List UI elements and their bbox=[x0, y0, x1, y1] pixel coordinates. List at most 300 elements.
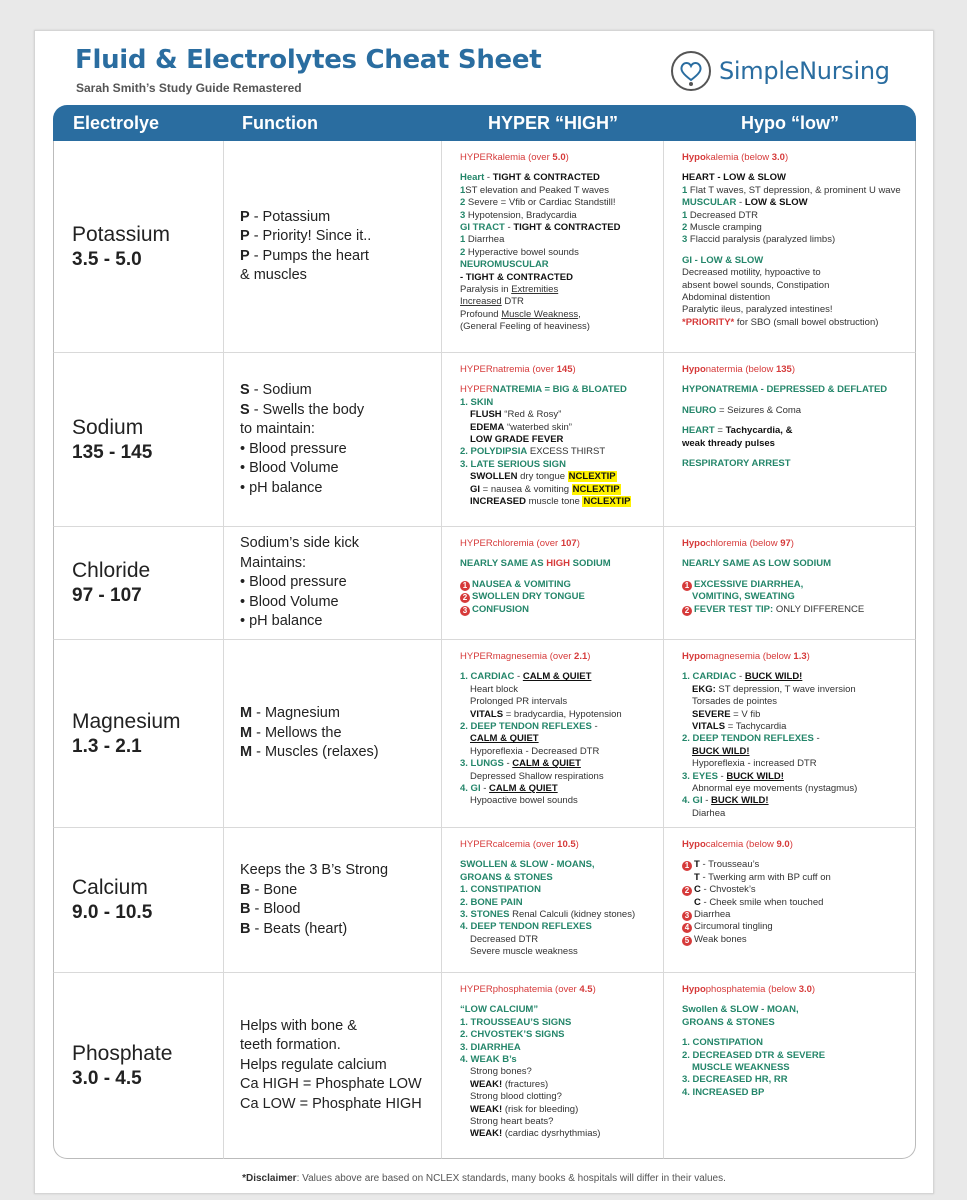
hyper-cell bbox=[442, 640, 664, 828]
detail-text: kalemia (below bbox=[705, 152, 772, 163]
detail-line bbox=[460, 1066, 657, 1078]
function-text: - Magnesium bbox=[252, 705, 340, 722]
detail-text: Hypo bbox=[682, 152, 706, 163]
detail-text: ) bbox=[811, 984, 816, 995]
detail-text: Weak bones bbox=[694, 933, 747, 945]
function-line bbox=[240, 479, 441, 499]
detail-text: WEAK! bbox=[470, 1078, 503, 1090]
detail-text: MUSCULAR bbox=[682, 197, 737, 209]
electrolyte-range: 135 - 145 bbox=[72, 441, 153, 463]
detail-text: ) bbox=[784, 152, 789, 163]
detail-line bbox=[682, 696, 909, 708]
detail-line bbox=[460, 259, 657, 271]
electrolyte-cell bbox=[53, 353, 224, 527]
detail-text: GI bbox=[470, 483, 481, 495]
detail-text: 1. CARDIAC bbox=[682, 671, 737, 683]
function-line bbox=[240, 208, 441, 228]
function-letter: S bbox=[240, 382, 250, 398]
detail-text: HYPER bbox=[460, 384, 493, 396]
function-cell bbox=[224, 828, 442, 973]
detail-line bbox=[460, 984, 657, 996]
detail-text: Strong bones? bbox=[470, 1066, 532, 1078]
stethoscope-heart-icon bbox=[669, 49, 713, 93]
hypo-cell bbox=[664, 353, 916, 527]
detail-text: GI TRACT bbox=[460, 222, 505, 234]
detail-text: natremia (over bbox=[492, 364, 557, 375]
function-line bbox=[240, 247, 441, 267]
brand-name: SimpleNursing bbox=[719, 57, 890, 85]
detail-line bbox=[682, 292, 909, 304]
detail-text: GROANS & STONES bbox=[682, 1016, 775, 1028]
function-line bbox=[240, 704, 441, 724]
detail-text: Hypo bbox=[682, 839, 706, 850]
detail-line bbox=[682, 839, 909, 851]
detail-text: ) bbox=[576, 538, 580, 549]
detail-text: C bbox=[694, 896, 701, 908]
detail-text: NEARLY SAME AS LOW SODIUM bbox=[682, 558, 832, 570]
detail-line bbox=[460, 1029, 657, 1041]
detail-text: SWOLLEN DRY TONGUE bbox=[472, 591, 585, 603]
function-line bbox=[240, 420, 441, 440]
detail-line bbox=[460, 946, 657, 958]
detail-text: 3. STONES bbox=[460, 909, 510, 921]
page-subtitle: Sarah Smith’s Study Guide Remastered bbox=[76, 81, 302, 95]
function-letter: M bbox=[240, 705, 253, 722]
spacer bbox=[460, 164, 657, 172]
detail-text: 3. LUNGS bbox=[460, 758, 504, 770]
detail-line bbox=[682, 921, 909, 933]
function-text: teeth formation. bbox=[240, 1037, 341, 1054]
function-text: - Sodium bbox=[249, 382, 312, 398]
detail-text: T bbox=[694, 871, 700, 883]
detail-text: TIGHT & CONTRACTED bbox=[513, 222, 621, 234]
detail-text: = bradycardia, Hypotension bbox=[503, 708, 622, 720]
detail-line bbox=[460, 1128, 657, 1140]
detail-line bbox=[682, 746, 909, 758]
detail-text: HEART - LOW & SLOW bbox=[682, 172, 786, 184]
function-line bbox=[240, 266, 441, 286]
detail-line bbox=[682, 558, 909, 570]
detail-line bbox=[682, 255, 909, 267]
detail-text: chloremia (over bbox=[492, 538, 561, 549]
detail-line bbox=[460, 296, 657, 308]
function-letter: S bbox=[240, 401, 250, 418]
detail-line bbox=[682, 185, 909, 197]
detail-line bbox=[682, 1017, 909, 1029]
nclex-tip-badge: NCLEXTIP bbox=[568, 471, 616, 483]
spacer bbox=[682, 851, 909, 859]
detail-line bbox=[460, 434, 657, 446]
function-text: Helps regulate calcium bbox=[240, 1056, 387, 1073]
detail-line bbox=[682, 884, 909, 896]
function-line bbox=[240, 1036, 441, 1056]
detail-line bbox=[460, 795, 657, 807]
detail-line bbox=[460, 696, 657, 708]
detail-line bbox=[460, 222, 657, 234]
spacer bbox=[682, 571, 909, 579]
detail-line bbox=[460, 446, 657, 458]
detail-text: ST elevation and Peaked T waves bbox=[465, 184, 609, 196]
detail-text: FEVER TEST TIP: bbox=[694, 603, 774, 615]
detail-line bbox=[460, 1054, 657, 1066]
detail-line bbox=[460, 758, 657, 770]
detail-text: NATREMIA = BIG & BLOATED bbox=[492, 384, 627, 396]
number-badge: 2 bbox=[682, 886, 692, 896]
detail-line bbox=[682, 771, 909, 783]
detail-text: = V fib bbox=[730, 708, 761, 720]
hypo-cell bbox=[664, 141, 916, 353]
detail-line bbox=[460, 1004, 657, 1016]
detail-text: 3. DIARRHEA bbox=[460, 1041, 521, 1053]
detail-line bbox=[460, 909, 657, 921]
function-text: • pH balance bbox=[240, 479, 323, 496]
hypo-cell bbox=[664, 527, 916, 640]
detail-text: Renal Calculi (kidney stones) bbox=[509, 909, 636, 921]
detail-text: Diarrhea bbox=[465, 234, 505, 246]
detail-line bbox=[460, 471, 657, 483]
detail-line bbox=[682, 872, 909, 884]
detail-text: 145 bbox=[556, 364, 573, 375]
detail-text: HYPER bbox=[460, 152, 493, 163]
detail-line bbox=[460, 1042, 657, 1054]
function-line bbox=[240, 459, 441, 479]
header-hyper: HYPER “HIGH” bbox=[442, 105, 664, 141]
detail-line bbox=[460, 384, 657, 396]
detail-text: weak thready pulses bbox=[682, 437, 775, 449]
electrolyte-cell bbox=[53, 973, 224, 1159]
detail-text: - bbox=[702, 795, 712, 807]
detail-line bbox=[460, 185, 657, 197]
detail-line bbox=[682, 364, 909, 376]
detail-text: chloremia (below bbox=[705, 538, 781, 549]
number-badge: 4 bbox=[682, 923, 692, 933]
detail-text: 3. EYES bbox=[682, 770, 718, 782]
detail-text: Heart bbox=[460, 172, 485, 184]
detail-text: Strong heart beats? bbox=[470, 1116, 554, 1128]
number-badge: 1 bbox=[682, 581, 692, 591]
electrolyte-name: Chloride bbox=[72, 559, 151, 582]
function-letter: P bbox=[240, 208, 250, 225]
detail-text: 4.5 bbox=[579, 984, 593, 995]
detail-text: ) bbox=[572, 364, 576, 375]
detail-text: (fractures) bbox=[502, 1078, 549, 1090]
detail-text: ) bbox=[789, 839, 793, 850]
detail-line bbox=[460, 771, 657, 783]
detail-line bbox=[682, 897, 909, 909]
detail-text: Profound bbox=[460, 308, 502, 320]
detail-text: - bbox=[480, 783, 490, 795]
function-text: - Blood bbox=[250, 901, 301, 917]
spacer bbox=[682, 550, 909, 558]
number-badge: 3 bbox=[460, 606, 470, 616]
detail-text: - bbox=[504, 222, 514, 234]
detail-line bbox=[460, 839, 657, 851]
function-text: Ca LOW = Phosphate HIGH bbox=[240, 1095, 422, 1112]
detail-text: Severe = Vfib or Cardiac Standstill! bbox=[465, 197, 616, 209]
spacer bbox=[682, 247, 909, 255]
detail-line bbox=[682, 197, 909, 209]
detail-text: 4. WEAK B’s bbox=[460, 1054, 517, 1066]
detail-line bbox=[682, 684, 909, 696]
number-badge: 1 bbox=[460, 581, 470, 591]
detail-text: Diarhea bbox=[692, 807, 726, 819]
detail-text: , bbox=[578, 308, 581, 320]
detail-line bbox=[460, 496, 657, 508]
detail-text: FLUSH bbox=[470, 409, 502, 421]
function-letter: P bbox=[240, 247, 250, 264]
detail-text: 2. DEEP TENDON REFLEXES bbox=[682, 733, 814, 745]
detail-text: Swollen & SLOW - MOAN, bbox=[682, 1004, 799, 1016]
detail-text: 3.0 bbox=[771, 152, 785, 163]
detail-text: 3. DECREASED HR, RR bbox=[682, 1074, 788, 1086]
detail-text: magnesemia (over bbox=[492, 651, 575, 662]
detail-text: 97 bbox=[780, 538, 791, 549]
detail-text: Muscle Weakness bbox=[501, 308, 579, 320]
detail-line bbox=[682, 795, 909, 807]
detail-text: calcemia (over bbox=[492, 839, 558, 850]
table-header-row bbox=[53, 105, 916, 141]
detail-line bbox=[460, 538, 657, 550]
detail-text: 1. CONSTIPATION bbox=[682, 1037, 763, 1049]
spacer bbox=[460, 571, 657, 579]
page-title: Fluid & Electrolytes Cheat Sheet bbox=[75, 45, 542, 75]
detail-text: 10.5 bbox=[557, 839, 576, 850]
electrolyte-name: Phosphate bbox=[72, 1041, 173, 1065]
detail-text: 2 bbox=[682, 222, 688, 234]
detail-text: - bbox=[503, 758, 513, 770]
detail-text: Tachycardia, & bbox=[725, 425, 793, 437]
detail-text: CALM & QUIET bbox=[489, 783, 558, 795]
detail-text: Hypo bbox=[682, 984, 706, 995]
detail-text: magnesemia (below bbox=[705, 651, 794, 662]
header-function: Function bbox=[224, 105, 442, 141]
detail-line bbox=[460, 1079, 657, 1091]
detail-line bbox=[460, 197, 657, 209]
detail-text: - bbox=[813, 733, 820, 745]
electrolyte-range: 3.0 - 4.5 bbox=[72, 1067, 142, 1089]
table-row bbox=[53, 527, 916, 640]
detail-text: “Red & Rosy” bbox=[501, 409, 562, 421]
function-text: - Mellows the bbox=[252, 724, 342, 741]
detail-text: Decreased DTR bbox=[470, 933, 539, 945]
electrolyte-cell bbox=[53, 828, 224, 973]
detail-text: Decreased DTR bbox=[687, 209, 759, 221]
detail-text: 3. LATE SERIOUS SIGN bbox=[460, 458, 566, 470]
detail-line bbox=[460, 604, 657, 616]
detail-text: NEUROMUSCULAR bbox=[460, 259, 549, 271]
detail-text: - bbox=[591, 721, 598, 733]
disclaimer-label: *Disclaimer bbox=[242, 1173, 297, 1184]
spacer bbox=[682, 376, 909, 384]
detail-text: TIGHT & CONTRACTED bbox=[492, 172, 600, 184]
nclex-tip-badge: NCLEXTIP bbox=[572, 483, 620, 495]
detail-text: CALM & QUIET bbox=[522, 671, 592, 683]
detail-line bbox=[460, 671, 657, 683]
detail-line bbox=[460, 484, 657, 496]
detail-text: INCREASED bbox=[470, 496, 526, 508]
detail-line bbox=[460, 897, 657, 909]
detail-text: 4. GI bbox=[460, 783, 481, 795]
detail-text: 2. POLYDIPSIA bbox=[460, 446, 528, 458]
detail-line bbox=[682, 1037, 909, 1049]
electrolyte-range: 3.5 - 5.0 bbox=[72, 248, 142, 270]
spacer bbox=[460, 550, 657, 558]
detail-text: HYPER bbox=[460, 839, 493, 850]
function-text: - Muscles (relaxes) bbox=[252, 744, 379, 761]
function-text: - Swells the body bbox=[249, 401, 365, 418]
detail-text: “waterbed skin” bbox=[504, 421, 572, 433]
detail-text: EXCESSIVE DIARRHEA, bbox=[694, 578, 804, 590]
detail-text: for SBO (small bowel obstruction) bbox=[734, 316, 879, 328]
detail-text: ) bbox=[790, 538, 794, 549]
detail-text: - bbox=[736, 197, 745, 209]
spacer bbox=[682, 164, 909, 172]
hypo-cell bbox=[664, 828, 916, 973]
function-line bbox=[240, 1095, 441, 1115]
detail-text: ST depression, T wave inversion bbox=[715, 683, 856, 695]
function-text: Sodium’s side kick bbox=[240, 535, 360, 552]
function-text: - Priority! Since it.. bbox=[249, 228, 372, 244]
detail-line bbox=[682, 709, 909, 721]
hyper-cell bbox=[442, 973, 664, 1159]
detail-text: = Seizures & Coma bbox=[716, 404, 802, 416]
detail-text: Hypo bbox=[682, 538, 706, 549]
function-cell bbox=[224, 141, 442, 353]
function-text: - Bone bbox=[250, 881, 298, 898]
detail-line bbox=[682, 1074, 909, 1086]
detail-text: 3 bbox=[460, 209, 466, 221]
detail-text: ) bbox=[806, 651, 810, 662]
detail-line bbox=[460, 884, 657, 896]
detail-text: ONLY DIFFERENCE bbox=[773, 603, 865, 615]
detail-text: - bbox=[717, 770, 727, 782]
detail-text: 2. DECREASED DTR & SEVERE bbox=[682, 1049, 826, 1061]
detail-line bbox=[682, 405, 909, 417]
detail-line bbox=[682, 1050, 909, 1062]
detail-text: (cardiac dysrhythmias) bbox=[502, 1128, 601, 1140]
detail-line bbox=[682, 651, 909, 663]
detail-text: Diarrhea bbox=[694, 909, 731, 921]
electrolyte-range: 9.0 - 10.5 bbox=[72, 902, 153, 923]
detail-text: SWOLLEN bbox=[470, 471, 518, 483]
function-line bbox=[240, 881, 441, 901]
table-row bbox=[53, 640, 916, 828]
function-cell bbox=[224, 973, 442, 1159]
detail-text: 4. GI bbox=[682, 795, 703, 807]
detail-text: BUCK WILD! bbox=[744, 671, 803, 683]
function-line bbox=[240, 401, 441, 421]
detail-text: LOW GRADE FEVER bbox=[470, 434, 564, 446]
detail-line bbox=[460, 1091, 657, 1103]
function-text: • Blood pressure bbox=[240, 574, 347, 591]
detail-line bbox=[460, 783, 657, 795]
detail-text: 2. DEEP TENDON REFLEXES bbox=[460, 721, 592, 733]
detail-text: Paralytic ileus, paralyzed intestines! bbox=[682, 304, 833, 316]
function-cell bbox=[224, 353, 442, 527]
detail-text: 2 bbox=[460, 197, 466, 209]
function-text: Keeps the 3 B’s Strong bbox=[240, 862, 389, 878]
detail-text: LOW & SLOW bbox=[744, 197, 808, 209]
detail-line bbox=[460, 247, 657, 259]
detail-text: RESPIRATORY ARREST bbox=[682, 458, 791, 470]
electrolyte-name: Magnesium bbox=[72, 709, 181, 733]
detail-text: = bbox=[714, 425, 726, 437]
detail-text: VITALS bbox=[692, 721, 726, 733]
electrolyte-cell bbox=[53, 640, 224, 828]
detail-text: natermia (below bbox=[705, 364, 776, 375]
detail-line bbox=[460, 1017, 657, 1029]
detail-text: BUCK WILD! bbox=[692, 745, 750, 757]
function-line bbox=[240, 227, 441, 247]
detail-line bbox=[682, 758, 909, 770]
detail-text: CONFUSION bbox=[472, 603, 529, 615]
detail-line bbox=[682, 604, 909, 616]
detail-text: - Trousseau’s bbox=[699, 859, 760, 871]
detail-line bbox=[682, 267, 909, 279]
detail-text: 1. SKIN bbox=[460, 396, 494, 408]
detail-line bbox=[460, 558, 657, 570]
detail-text: 4. INCREASED BP bbox=[682, 1086, 765, 1098]
detail-line bbox=[460, 364, 657, 376]
detail-line bbox=[460, 709, 657, 721]
function-text: - Potassium bbox=[249, 208, 331, 225]
detail-line bbox=[682, 304, 909, 316]
detail-text: calcemia (below bbox=[705, 839, 777, 850]
function-text: Ca HIGH = Phosphate LOW bbox=[240, 1076, 422, 1093]
detail-line bbox=[682, 317, 909, 329]
detail-line bbox=[460, 210, 657, 222]
detail-line bbox=[460, 234, 657, 246]
detail-text: BUCK WILD! bbox=[726, 770, 784, 782]
function-line bbox=[240, 593, 441, 613]
detail-text: - Chvostek’s bbox=[700, 884, 756, 896]
detail-text: 5.0 bbox=[552, 152, 566, 163]
function-cell bbox=[224, 527, 442, 640]
detail-line bbox=[682, 222, 909, 234]
detail-line bbox=[682, 808, 909, 820]
function-line bbox=[240, 573, 441, 593]
detail-text: MUSCLE WEAKNESS bbox=[692, 1062, 790, 1074]
detail-text: BUCK WILD! bbox=[711, 795, 769, 807]
detail-text: VITALS bbox=[470, 708, 504, 720]
function-text: Maintains: bbox=[240, 554, 307, 571]
number-badge: 1 bbox=[682, 861, 692, 871]
detail-text: 2 bbox=[460, 246, 466, 258]
hyper-cell bbox=[442, 353, 664, 527]
detail-line bbox=[682, 172, 909, 184]
function-cell bbox=[224, 640, 442, 828]
detail-text: WEAK! bbox=[470, 1128, 503, 1140]
function-letter: M bbox=[240, 724, 253, 741]
detail-line bbox=[460, 284, 657, 296]
function-text: & muscles bbox=[240, 267, 307, 283]
function-line bbox=[240, 534, 441, 554]
detail-text: Strong blood clotting? bbox=[470, 1091, 562, 1103]
detail-text: 2. CHVOSTEK’S SIGNS bbox=[460, 1029, 565, 1041]
detail-text: - bbox=[514, 671, 523, 683]
function-letter: B bbox=[240, 920, 251, 937]
table-row bbox=[53, 973, 916, 1159]
nclex-tip-badge: NCLEXTIP bbox=[583, 496, 631, 508]
detail-text: Depressed Shallow respirations bbox=[470, 770, 604, 782]
detail-text: HYPER bbox=[460, 984, 493, 995]
detail-text: Flaccid paralysis (paralyzed limbs) bbox=[687, 234, 836, 246]
table-row bbox=[53, 353, 916, 527]
function-line bbox=[240, 920, 441, 940]
header-hypo: Hypo “low” bbox=[664, 105, 916, 141]
detail-text: Hypo bbox=[682, 651, 706, 662]
detail-text: Decreased motility, hypoactive to bbox=[682, 267, 821, 279]
